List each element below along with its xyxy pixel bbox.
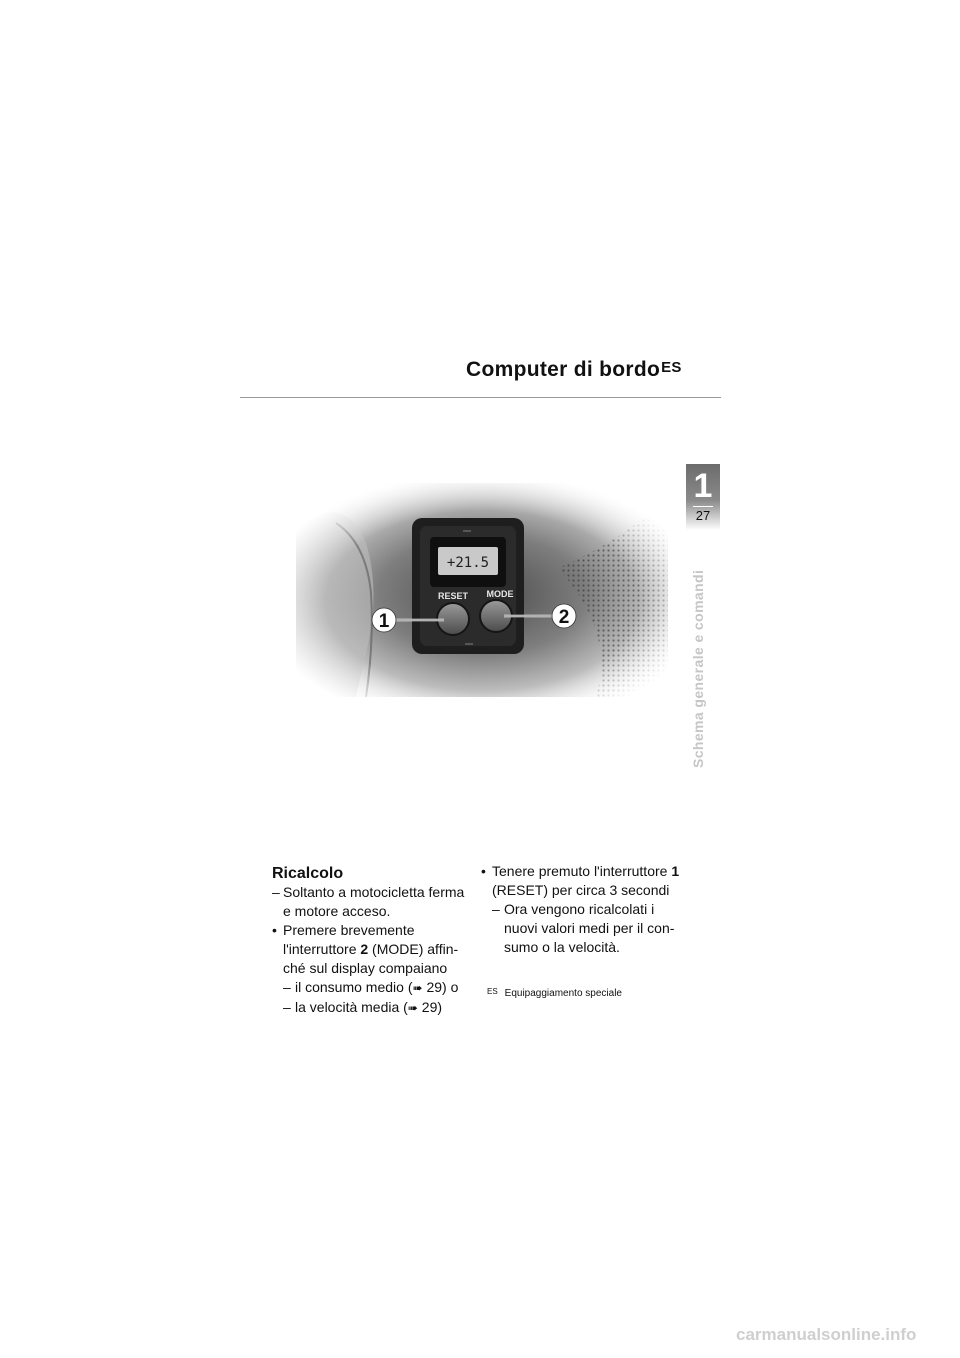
list-marker: –	[283, 999, 291, 1015]
page-title: Computer di bordo$^{ES}$	[466, 358, 682, 381]
list-item	[272, 883, 472, 921]
list-item	[272, 921, 472, 978]
footnote-tag: ES	[487, 987, 498, 996]
list-item-text: (RESET) per circa 3 secondi	[492, 882, 670, 898]
list-item-text: 29) o	[422, 979, 459, 995]
list-marker: •	[272, 922, 277, 938]
list-item-text: il consumo medio (	[295, 979, 413, 995]
callout-1: 1	[378, 611, 390, 632]
callout-ref: 2	[360, 941, 369, 957]
list-item-text: Ora vengono ricalcolati i nuovi valori medi per il con-sumo o la velocità.	[504, 901, 675, 955]
trip-computer-photo	[296, 483, 668, 697]
list-item-text: la velocità media (	[295, 999, 408, 1015]
text-column-left	[272, 864, 472, 1018]
list-marker: •	[481, 863, 486, 879]
list-item	[481, 862, 691, 900]
list-item-text: Soltanto a motocicletta ferma e motore acceso.	[283, 884, 465, 919]
title-superscript: ES	[661, 359, 682, 376]
list-item-text: (MODE) affin-ché sul display compaiano	[283, 941, 459, 976]
list-item-text: Tenere premuto l'interruttore	[492, 863, 672, 879]
list-marker: –	[492, 901, 500, 917]
watermark: carmanualsonline.info	[736, 1325, 917, 1344]
callout-2: 2	[558, 607, 570, 628]
sub-list-item	[272, 998, 472, 1018]
text-column-right	[481, 862, 691, 957]
header-divider	[240, 397, 721, 398]
page-ref-arrow-icon: ➠	[412, 981, 423, 995]
page-number: 27	[695, 508, 711, 523]
footnote-text: Equipaggiamento speciale	[504, 988, 622, 999]
chapter-tab	[686, 464, 720, 530]
list-item-text: 29)	[417, 999, 443, 1015]
list-marker: –	[272, 884, 280, 900]
page-ref-arrow-icon: ➠	[407, 1001, 418, 1015]
section-heading: Ricalcolo	[272, 865, 344, 882]
list-marker: –	[283, 979, 291, 995]
footnote	[487, 988, 622, 999]
sub-list-item	[272, 978, 472, 998]
chapter-divider	[693, 506, 713, 507]
chapter-number: 1	[693, 467, 713, 505]
chapter-side-label: Schema generale e comandi	[690, 569, 706, 768]
list-item-text: Premere brevemente l'interruttore	[283, 922, 415, 957]
callout-ref: 1	[671, 863, 680, 879]
sub-list-item	[481, 900, 691, 957]
